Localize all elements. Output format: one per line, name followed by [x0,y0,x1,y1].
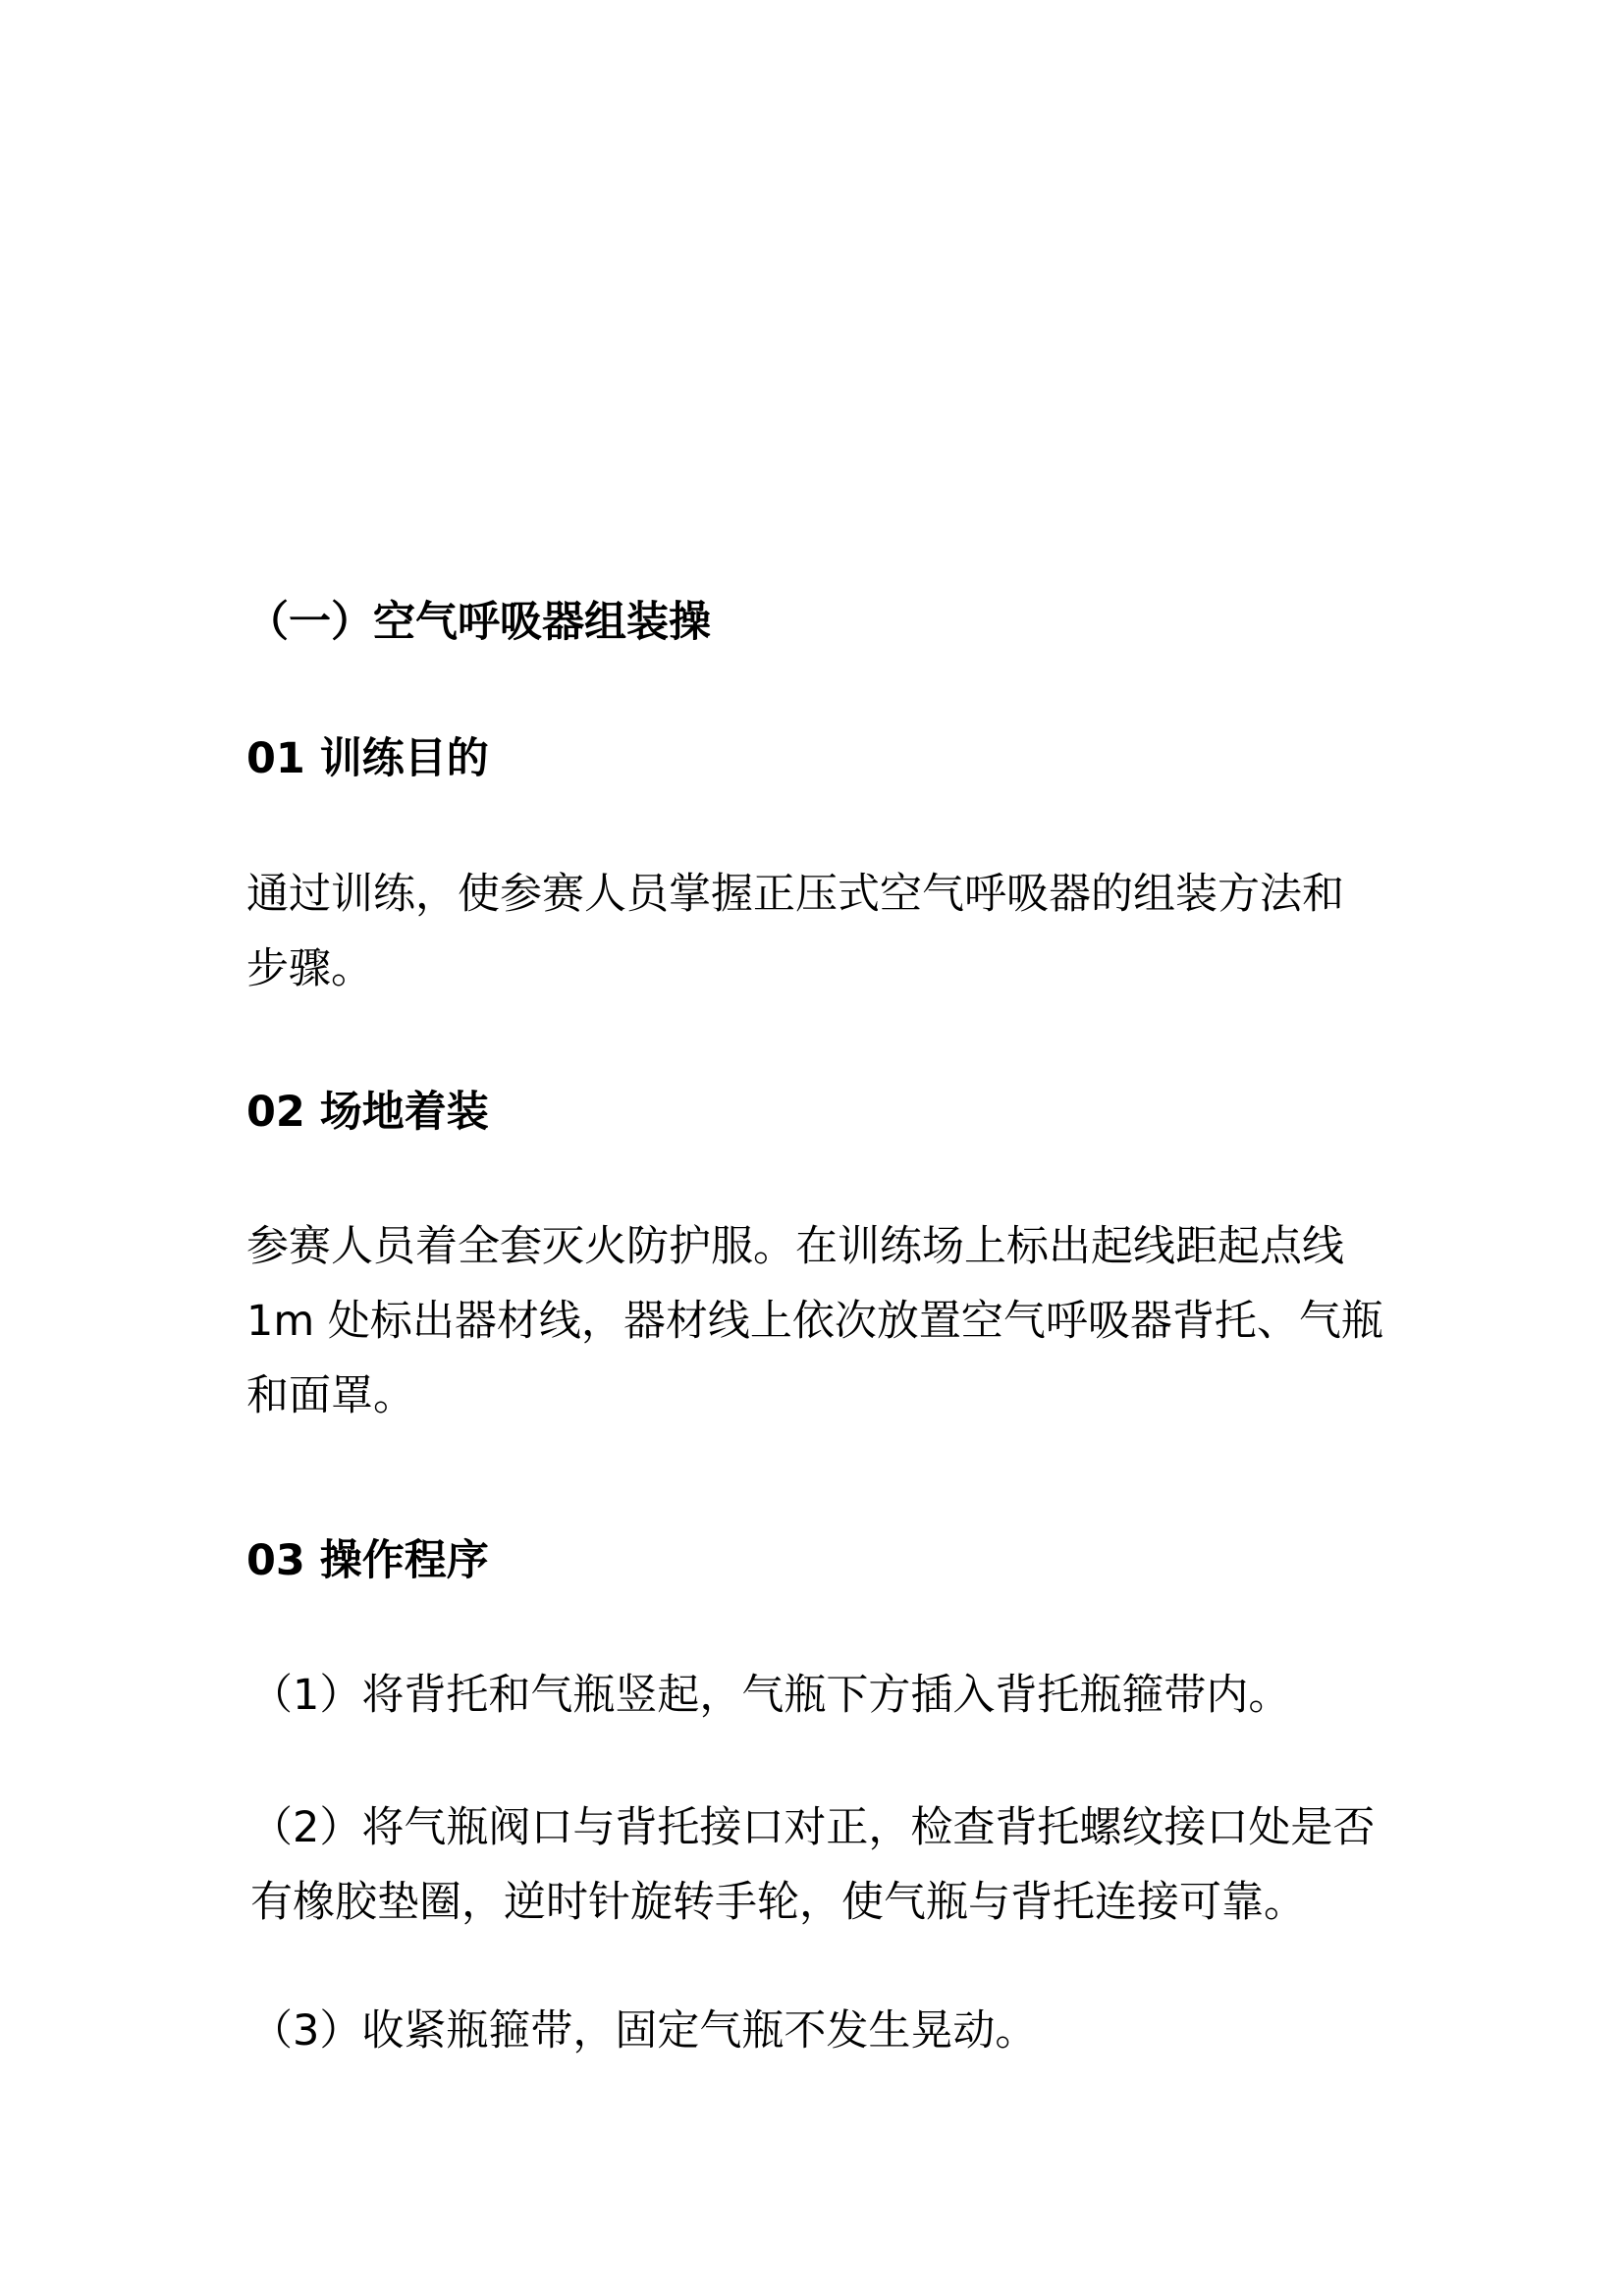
venue-attire-paragraph: 参赛人员着全套灭火防护服。在训练场上标出起线距起点线 1m 处标出器材线，器材线上依次放置空气呼吸器背托、气瓶和面罩。 [246,1222,1383,1420]
heading-training-purpose: 01 训练目的 [246,734,489,783]
training-purpose-paragraph: 通过训练，使参赛人员掌握正压式空气呼吸器的组装方法和步骤。 [246,870,1344,993]
step-2-paragraph: （2）将气瓶阀口与背托接口对正，检查背托螺纹接口处是否有橡胶垫圈，逆时针旋转手轮，使气瓶与背托连接可靠。 [250,1803,1376,1927]
step-1-paragraph: （1）将背托和气瓶竖起，气瓶下方插入背托瓶箍带内。 [250,1671,1291,1720]
section-title: （一）空气呼吸器组装操 [246,598,711,647]
heading-venue-attire: 02 场地着装 [246,1088,489,1137]
heading-operating-procedure: 03 操作程序 [246,1536,489,1585]
step-3-paragraph: （3）收紧瓶箍带，固定气瓶不发生晃动。 [250,2006,1038,2056]
